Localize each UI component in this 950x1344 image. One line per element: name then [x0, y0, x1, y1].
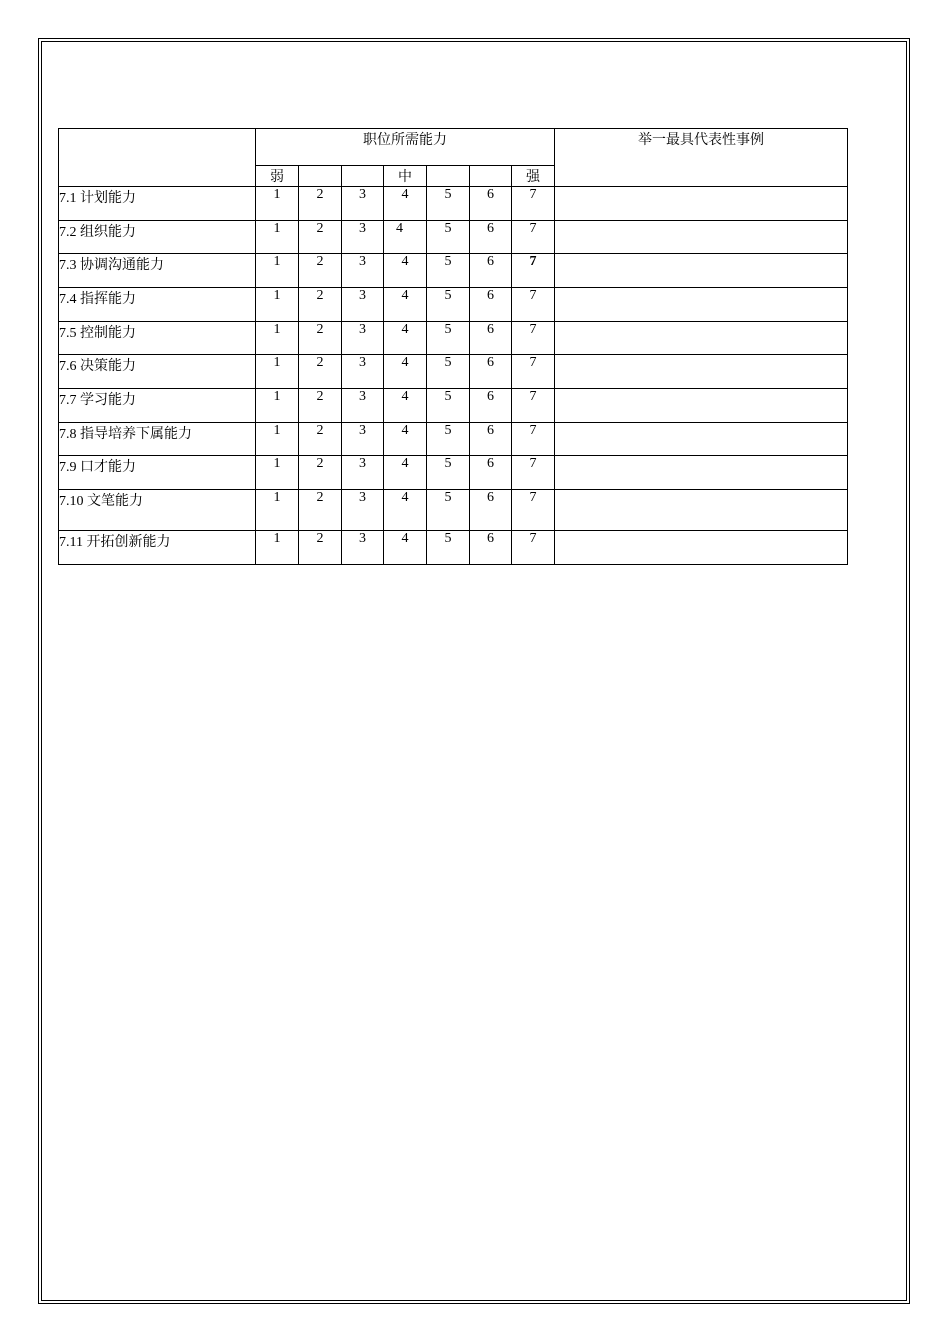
score-cell: 1	[256, 389, 299, 423]
score-cell: 7	[512, 322, 555, 355]
score-cell: 4	[384, 187, 427, 221]
score-cell: 1	[256, 355, 299, 389]
example-cell	[555, 288, 848, 322]
score-cell: 1	[256, 531, 299, 565]
header-required-ability: 职位所需能力	[256, 129, 555, 166]
ability-name: 7.9 口才能力	[59, 456, 256, 490]
score-cell: 3	[342, 288, 384, 322]
score-cell: 5	[427, 456, 470, 490]
score-cell: 3	[342, 254, 384, 288]
score-cell: 6	[470, 389, 512, 423]
scale-blank	[299, 166, 342, 187]
example-cell	[555, 456, 848, 490]
table-row	[59, 423, 848, 456]
ability-name: 7.5 控制能力	[59, 322, 256, 355]
table-row	[59, 490, 848, 531]
score-cell: 7	[512, 187, 555, 221]
example-cell	[555, 187, 848, 221]
score-cell: 5	[427, 221, 470, 254]
score-cell: 7	[512, 254, 555, 288]
score-cell: 5	[427, 254, 470, 288]
score-cell: 2	[299, 490, 342, 531]
score-cell: 7	[512, 490, 555, 531]
score-cell: 3	[342, 187, 384, 221]
score-cell: 5	[427, 187, 470, 221]
score-cell: 4	[384, 355, 427, 389]
ability-name: 7.8 指导培养下属能力	[59, 423, 256, 456]
score-cell: 4	[384, 531, 427, 565]
score-cell: 5	[427, 389, 470, 423]
score-cell: 5	[427, 322, 470, 355]
score-cell: 4	[384, 389, 427, 423]
score-cell: 1	[256, 423, 299, 456]
score-cell: 7	[512, 355, 555, 389]
score-cell: 7	[512, 456, 555, 490]
score-cell: 6	[470, 355, 512, 389]
score-cell: 1	[256, 254, 299, 288]
score-cell: 3	[342, 221, 384, 254]
example-cell	[555, 423, 848, 456]
score-cell: 7	[512, 423, 555, 456]
scale-strong-label: 强	[512, 166, 555, 187]
score-cell: 3	[342, 490, 384, 531]
score-cell: 6	[470, 490, 512, 531]
score-cell: 1	[256, 456, 299, 490]
score-cell: 2	[299, 322, 342, 355]
table-row	[59, 456, 848, 490]
score-cell: 2	[299, 423, 342, 456]
score-cell: 5	[427, 531, 470, 565]
score-cell: 6	[470, 456, 512, 490]
ability-name: 7.7 学习能力	[59, 389, 256, 423]
scale-mid-label: 中	[384, 166, 427, 187]
score-cell: 3	[342, 531, 384, 565]
scale-blank	[342, 166, 384, 187]
score-cell: 4	[384, 423, 427, 456]
example-cell	[555, 221, 848, 254]
score-cell: 5	[427, 490, 470, 531]
example-cell	[555, 531, 848, 565]
score-cell: 1	[256, 322, 299, 355]
score-cell: 3	[342, 322, 384, 355]
score-cell: 7	[512, 389, 555, 423]
score-cell: 1	[256, 221, 299, 254]
ability-table	[58, 128, 848, 565]
score-cell: 5	[427, 355, 470, 389]
score-cell: 4	[384, 490, 427, 531]
table-row	[59, 187, 848, 221]
score-cell: 3	[342, 456, 384, 490]
example-cell	[555, 322, 848, 355]
score-cell: 6	[470, 254, 512, 288]
score-cell: 2	[299, 187, 342, 221]
example-cell	[555, 254, 848, 288]
example-cell	[555, 490, 848, 531]
ability-name: 7.2 组织能力	[59, 221, 256, 254]
ability-name: 7.3 协调沟通能力	[59, 254, 256, 288]
score-cell: 3	[342, 355, 384, 389]
score-cell: 6	[470, 322, 512, 355]
ability-name: 7.4 指挥能力	[59, 288, 256, 322]
score-cell: 6	[470, 423, 512, 456]
table-row	[59, 389, 848, 423]
score-cell: 4	[384, 254, 427, 288]
table-row	[59, 531, 848, 565]
score-cell: 4	[384, 288, 427, 322]
score-cell: 6	[470, 187, 512, 221]
table-row	[59, 288, 848, 322]
ability-name: 7.6 决策能力	[59, 355, 256, 389]
score-cell: 3	[342, 389, 384, 423]
score-cell: 2	[299, 221, 342, 254]
score-cell: 4	[384, 456, 427, 490]
table-row	[59, 254, 848, 288]
ability-name: 7.11 开拓创新能力	[59, 531, 256, 565]
score-cell: 1	[256, 288, 299, 322]
score-cell: 2	[299, 456, 342, 490]
header-blank-cell	[59, 129, 256, 187]
table-row	[59, 221, 848, 254]
score-cell: 7	[512, 288, 555, 322]
score-cell: 3	[342, 423, 384, 456]
score-cell: 7	[512, 531, 555, 565]
score-cell: 1	[256, 187, 299, 221]
score-cell: 5	[427, 423, 470, 456]
score-cell: 6	[470, 288, 512, 322]
score-cell: 4	[384, 322, 427, 355]
score-cell: 2	[299, 288, 342, 322]
header-example: 举一最具代表性事例	[555, 129, 848, 187]
score-cell: 1	[256, 490, 299, 531]
score-cell: 2	[299, 254, 342, 288]
example-cell	[555, 355, 848, 389]
table-row	[59, 355, 848, 389]
scale-blank	[470, 166, 512, 187]
ability-name: 7.1 计划能力	[59, 187, 256, 221]
score-cell: 5	[427, 288, 470, 322]
scale-blank	[427, 166, 470, 187]
scale-weak-label: 弱	[256, 166, 299, 187]
score-cell: 4	[384, 221, 427, 254]
table-row	[59, 322, 848, 355]
score-cell: 2	[299, 531, 342, 565]
example-cell	[555, 389, 848, 423]
score-cell: 6	[470, 221, 512, 254]
ability-name: 7.10 文笔能力	[59, 490, 256, 531]
score-cell: 7	[512, 221, 555, 254]
score-cell: 2	[299, 355, 342, 389]
score-cell: 2	[299, 389, 342, 423]
score-cell: 6	[470, 531, 512, 565]
